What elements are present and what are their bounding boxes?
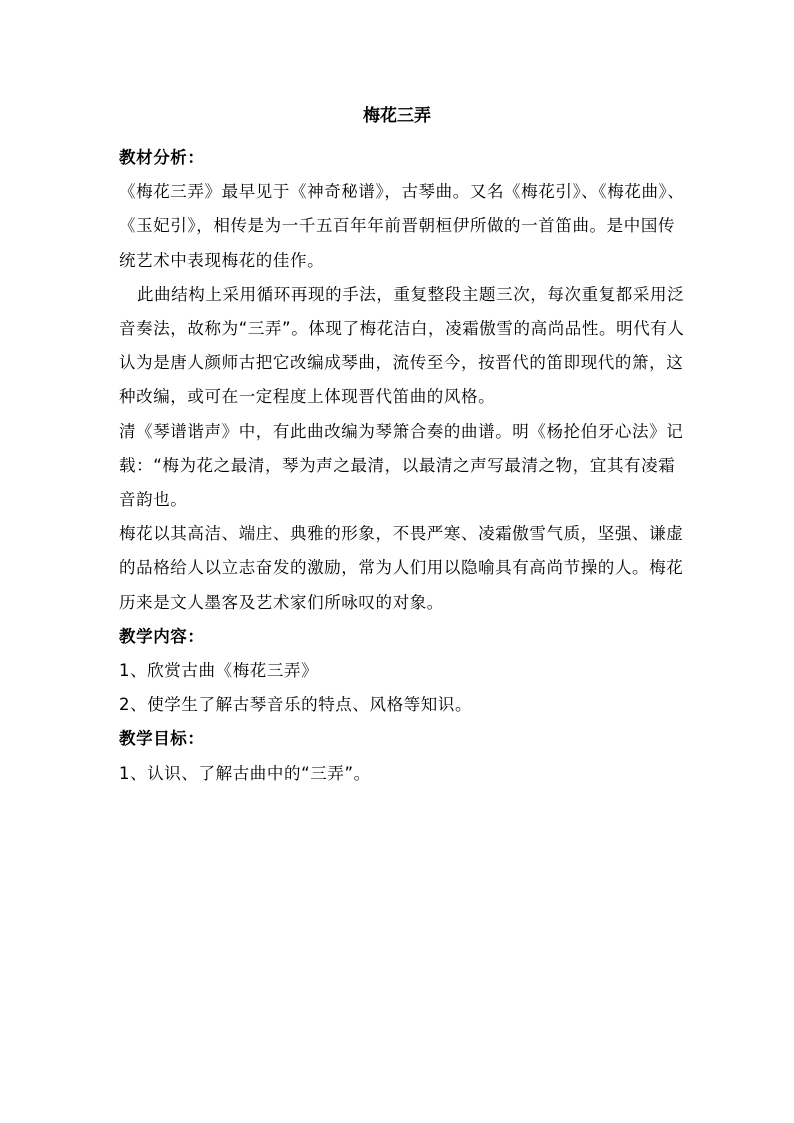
section-heading-analysis: 教材分析： bbox=[119, 148, 205, 167]
content-item-2: 2、使学生了解古琴音乐的特点、风格等知识。 bbox=[119, 695, 473, 715]
paragraph-origin: 《梅花三弄》最早见于《神奇秘谱》，古琴曲。又名《梅花引》、《梅花曲》、《玉妃引》，相传是为一千五百年年前晋朝桓伊所做的一首笛曲。是中国传统艺术中表现梅花的佳作。 bbox=[119, 182, 685, 270]
section-heading-content: 教学内容： bbox=[119, 626, 205, 646]
paragraph-structure: 此曲结构上采用循环再现的手法，重复整段主题三次，每次重复都采用泛音奏法，故称为“三弄”。体现了梅花洁白，凌霜傲雪的高尚品性。明代有人认为是唐人颜师古把它改编成琴曲，流传至今，按晋代的笛即现代的箫，这种改编，或可在一定程度上体现晋代笛曲的风格。 bbox=[119, 284, 685, 407]
content-item-1: 1、欣赏古曲《梅花三弄》 bbox=[119, 661, 319, 681]
section-heading-goals: 教学目标： bbox=[119, 729, 205, 749]
document-body bbox=[119, 141, 685, 791]
goal-item-1: 1、认识、了解古曲中的“三弄”。 bbox=[119, 763, 371, 783]
paragraph-symbolism: 梅花以其高洁、端庄、典雅的形象，不畏严寒、凌霜傲雪气质，坚强、谦虚的品格给人以立志奋发的激励，常为人们用以隐喻具有高尚节操的人。梅花历来是文人墨客及艺术家们所咏叹的对象。 bbox=[119, 524, 684, 612]
paragraph-qinpu: 清《琴谱谐声》中，有此曲改编为琴箫合奏的曲谱。明《杨抡伯牙心法》记载：“梅为花之最清，琴为声之最清，以最清之声写最清之物，宜其有凌霜音韵也。 bbox=[119, 421, 684, 510]
document-title: 梅花三弄 bbox=[363, 106, 431, 126]
